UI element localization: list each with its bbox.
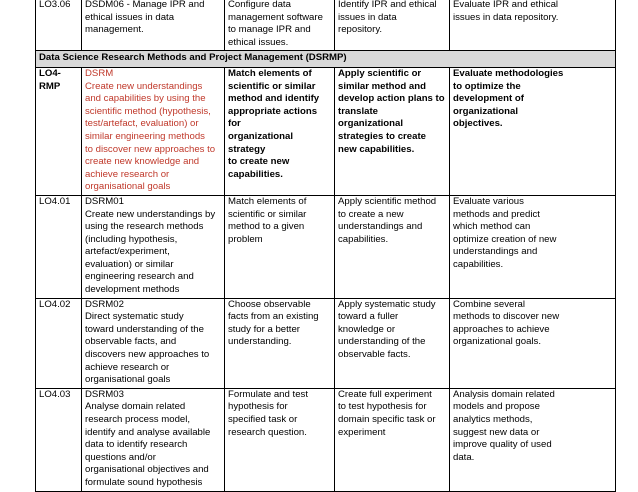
level-3-cell: Analysis domain related models and propose analytics methods, suggest new data or improve quality of used data. <box>450 388 616 491</box>
document-page <box>35 0 616 492</box>
level-3-cell: Evaluate various methods and predict which method can optimize creation of new understandings and capabilities. <box>450 195 616 298</box>
level-1-cell: Match elements of scientific or similar method to a given problem <box>225 195 335 298</box>
level-3-cell: Combine several methods to discover new approaches to achieve organizational goals. <box>450 298 616 388</box>
competence-table <box>35 0 616 492</box>
table-row <box>36 0 616 51</box>
row-id-cell: LO4- RMP <box>36 67 82 195</box>
description-cell: DSDM06 - Manage IPR and ethical issues in data management. <box>82 0 225 51</box>
row-id-cell: LO4.03 <box>36 388 82 491</box>
level-2-cell: Apply systematic study toward a fuller knowledge or understanding of the observable facts. <box>335 298 450 388</box>
level-3-cell: Evaluate IPR and ethical issues in data repository. <box>450 0 616 51</box>
description-cell: DSRM02 Direct systematic study toward understanding of the observable facts, and discovers new approaches to achieve research or organisational goals <box>82 298 225 388</box>
section-title: Data Science Research Methods and Project Management (DSRMP) <box>36 51 616 68</box>
level-1-cell: Choose observable facts from an existing study for a better understanding. <box>225 298 335 388</box>
level-1-cell: Configure data management software to manage IPR and ethical issues. <box>225 0 335 51</box>
section-header-row <box>36 51 616 68</box>
table-row <box>36 67 616 195</box>
level-1-cell: Formulate and test hypothesis for specified task or research question. <box>225 388 335 491</box>
row-id-cell: LO4.02 <box>36 298 82 388</box>
level-2-cell: Apply scientific or similar method and develop action plans to translate organizational strategies to create new capabilities. <box>335 67 450 195</box>
row-id-cell: LO3.06 <box>36 0 82 51</box>
level-3-cell: Evaluate methodologies to optimize the development of organizational objectives. <box>450 67 616 195</box>
table-row <box>36 195 616 298</box>
level-2-cell: Identify IPR and ethical issues in data repository. <box>335 0 450 51</box>
level-2-cell: Apply scientific method to create a new understandings and capabilities. <box>335 195 450 298</box>
level-1-cell: Match elements of scientific or similar method and identify appropriate actions for organizational strategy to create new capabilities. <box>225 67 335 195</box>
description-cell: DSRM03 Analyse domain related research process model, identify and analyse available data to identify research questions and/or organisational objectives and formulate sound hypothesis <box>82 388 225 491</box>
description-cell: DSRM Create new understandings and capabilities by using the scientific method (hypothesis, test/artefact, evaluation) or similar engineering methods to discover new approaches to create new knowledge and achieve research or organisational goals <box>82 67 225 195</box>
table-row <box>36 298 616 388</box>
row-id-cell: LO4.01 <box>36 195 82 298</box>
level-2-cell: Create full experiment to test hypothesis for domain specific task or experiment <box>335 388 450 491</box>
table-row <box>36 388 616 491</box>
description-cell: DSRM01 Create new understandings by using the research methods (including hypothesis, artefact/experiment, evaluation) or similar engineering research and development methods <box>82 195 225 298</box>
